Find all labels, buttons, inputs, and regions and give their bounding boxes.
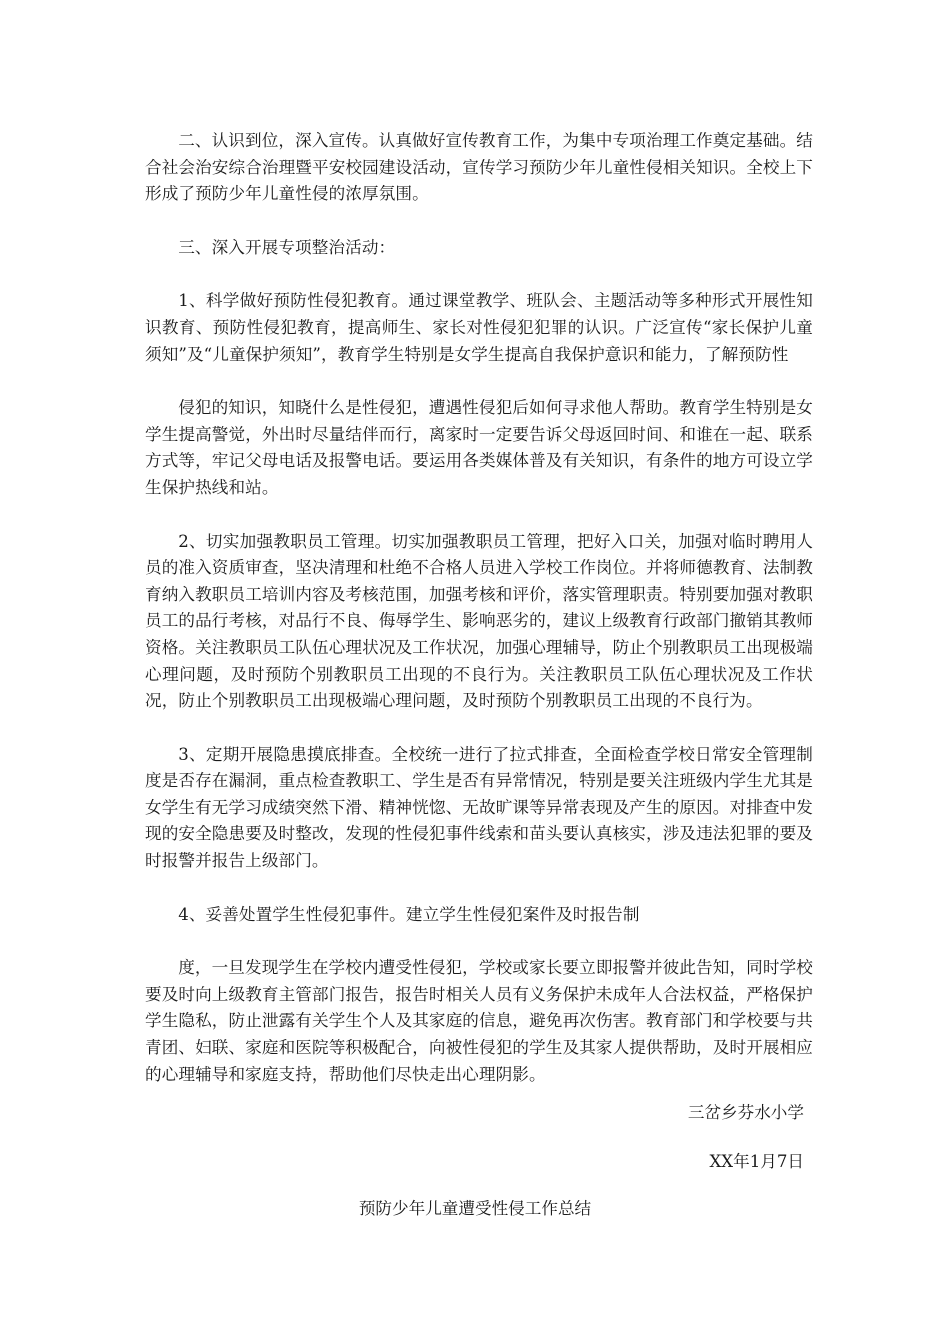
paragraph-staff-management: 2、切实加强教职员工管理。切实加强教职员工管理，把好入口关，加强对临时聘用人员的准入资质审查，坚决清理和杜绝不合格人员进入学校工作岗位。并将师德教育、法制教育纳入教职员工培训内容及考核范围，加强考核和评价，落实管理职责。特别要加强对教职员工的品行考核，对品行不良、侮辱学生、影响恶劣的，建议上级教育行政部门撤销其教师资格。关注教职员工队伍心理状况及工作状况，加强心理辅导，防止个别教职员工出现极端心理问题，及时预防个别教职员工出现的不良行为。关注教职员工队伍心理状况及工作状况，防止个别教职员工出现极端心理问题，及时预防个别教职员工出现的不良行为。 [145, 531, 813, 711]
paragraph-incident-handling: 4、妥善处置学生性侵犯事件。建立学生性侵犯案件及时报告制 [178, 904, 640, 924]
paragraph-incident-handling-continued: 度，一旦发现学生在学校内遭受性侵犯，学校或家长要立即报警并彼此告知，同时学校要及时向上级教育主管部门报告，报告时相关人员有义务保护未成年人合法权益，严格保护学生隐私，防止泄露有关学生个人及其家庭的信息，避免再次伤害。教育部门和学校要与共青团、妇联、家庭和医院等积极配合，向被性侵犯的学生及其家人提供帮助，及时开展相应的心理辅导和家庭支持，帮助他们尽快走出心理阴影。 [145, 958, 813, 1084]
signature-date: XX年1月7日 [709, 1152, 804, 1171]
paragraph-section-three-heading: 三、深入开展专项整治活动： [178, 237, 396, 257]
signature-school-name: 三岔乡芬水小学 [687, 1103, 804, 1122]
paragraph-prevention-education-continued: 侵犯的知识，知晓什么是性侵犯，遭遇性侵犯后如何寻求他人帮助。教育学生特别是女学生提高警觉，外出时尽量结伴而行，离家时一定要告诉父母返回时间、和谁在一起、联系方式等，牢记父母电话及报警电话。要运用各类媒体普及有关知识，有条件的地方可设立学生保护热线和站。 [145, 398, 813, 497]
next-document-title: 预防少年儿童遭受性侵工作总结 [358, 1199, 592, 1218]
document-body [145, 128, 813, 1115]
paragraph-prevention-education: 1、科学做好预防性侵犯教育。通过课堂教学、班队会、主题活动等多种形式开展性知识教育、预防性侵犯教育，提高师生、家长对性侵犯犯罪的认识。广泛宣传“家长保护儿童须知”及“儿童保护须知”，教育学生特别是女学生提高自我保护意识和能力，了解预防性 [145, 291, 813, 364]
paragraph-publicity: 二、认识到位，深入宣传。认真做好宣传教育工作，为集中专项治理工作奠定基础。结合社会治安综合治理暨平安校园建设活动，宣传学习预防少年儿童性侵相关知识。全校上下形成了预防少年儿童性侵的浓厚氛围。 [145, 131, 813, 204]
paragraph-hazard-inspection: 3、定期开展隐患摸底排查。全校统一进行了拉式排查，全面检查学校日常安全管理制度是否存在漏洞，重点检查教职工、学生是否有异常情况，特别是要关注班级内学生尤其是女学生有无学习成绩突然下滑、精神恍惚、无故旷课等异常表现及产生的原因。对排查中发现的安全隐患要及时整改，发现的性侵犯事件线索和苗头要认真核实，涉及违法犯罪的要及时报警并报告上级部门。 [145, 744, 813, 871]
